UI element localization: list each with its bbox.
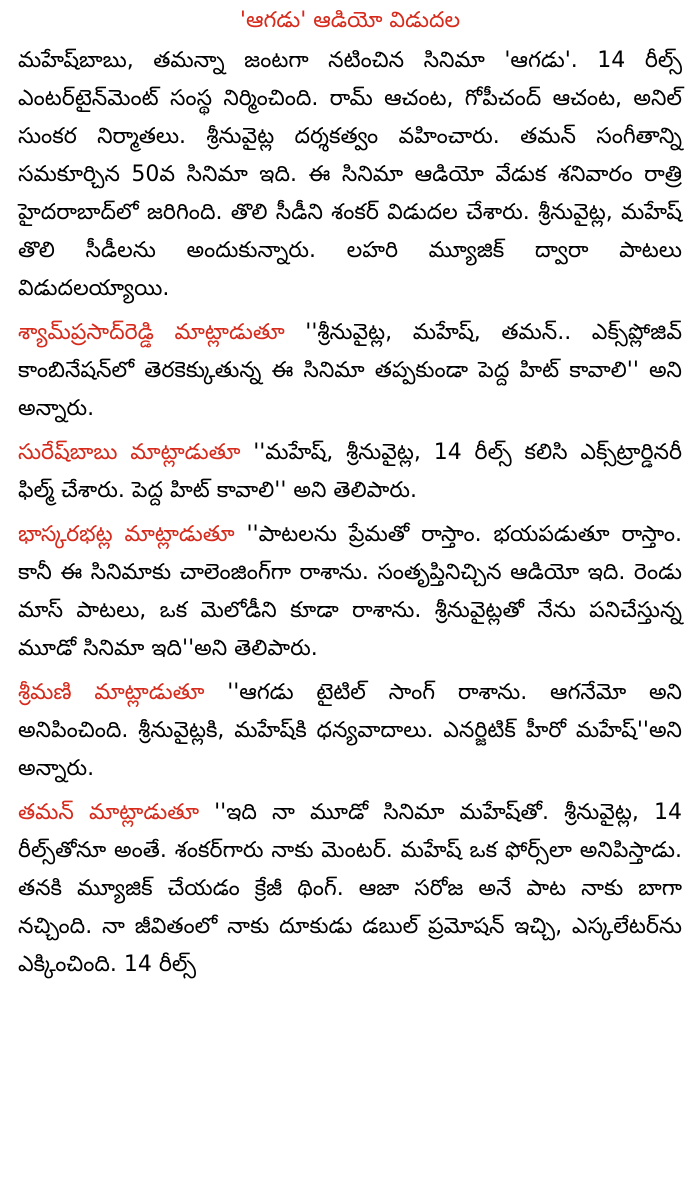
article-title: 'ఆగడు' ఆడియో విడుదల bbox=[239, 8, 461, 33]
quote-text: ''ఇది నా మూడో సినిమా మహేష్‌తో. శ్రీనువైట్ల, 14 రీల్స్‌తోనూ అంతే. శంకర్‌గారు నాకు మెంటర్. మహేష్ ఒక ఫోర్స్‌లా అనిపిస్తాడు. తనకి మ్యూజిక్ చేయడం క్రేజీ థింగ్. ఆజా సరోజ అనే పాట నాకు బాగా నచ్చింది. నా జీవితంలో నాకు దూకుడు డబుల్ ప్రమోషన్ ఇచ్చి, ఎస్కలేటర్‌ను ఎక్కించింది. 14 రీల్స్ bbox=[18, 800, 682, 977]
quote-paragraph bbox=[18, 794, 682, 984]
quote-paragraph bbox=[18, 314, 682, 428]
speaker-name: సురేష్‌బాబు మాట్లాడుతూ bbox=[18, 440, 241, 465]
quote-paragraph bbox=[18, 516, 682, 668]
intro-paragraph: మహేష్‌బాబు, తమన్నా జంటగా నటించిన సినిమా 'ఆగడు'. 14 రీల్స్ ఎంటర్‌టైన్‌మెంట్ సంస్థ నిర్మించింది. రామ్ ఆచంట, గోపీచంద్ ఆచంట, అనిల్ సుంకర నిర్మాతలు. శ్రీనువైట్ల దర్శకత్వం వహించారు. తమన్ సంగీతాన్ని సమకూర్చిన 50వ సినిమా ఇది. ఈ సినిమా ఆడియో వేడుక శనివారం రాత్రి హైదరాబాద్‌లో జరిగింది. తొలి సీడీని శంకర్ విడుదల చేశారు. శ్రీనువైట్ల, మహేష్ తొలి సీడీలను అందుకున్నారు. లహరి మ్యూజిక్ ద్వారా పాటలు విడుదలయ్యాయి. bbox=[18, 48, 682, 301]
speaker-name: శ్రీమణి మాట్లాడుతూ bbox=[18, 680, 205, 705]
quote-text: ''శ్రీనువైట్ల, మహేష్, తమన్.. ఎక్స్‌ప్లోజివ్ కాంబినేషన్‌లో తెరకెక్కుతున్న ఈ సినిమా తప్పకుండా పెద్ద హిట్ కావాలి'' అని అన్నారు. bbox=[18, 320, 682, 421]
quote-paragraph bbox=[18, 674, 682, 788]
quote-text: ''మహేష్, శ్రీనువైట్ల, 14 రీల్స్ కలిసి ఎక్స్‌ట్రార్డినరీ ఫిల్మ్ చేశారు. పెద్ద హిట్ కావాలి'' అని తెలిపారు. bbox=[18, 440, 682, 503]
speaker-name: భాస్కరభట్ల మాట్లాడుతూ bbox=[18, 522, 235, 547]
speaker-name: శ్యామ్‌ప్రసాద్‌రెడ్డి మాట్లాడుతూ bbox=[18, 320, 285, 345]
quote-paragraph bbox=[18, 434, 682, 510]
quote-text: ''పాటలను ప్రేమతో రాస్తాం. భయపడుతూ రాస్తాం. కానీ ఈ సినిమాకు చాలెంజింగ్‌గా రాశాను. సంతృప్తినిచ్చిన ఆడియో ఇది. రెండు మాస్ పాటలు, ఒక మెలోడీని కూడా రాశాను. శ్రీనువైట్లతో నేను పనిచేస్తున్న మూడో సినిమా ఇది''అని తెలిపారు. bbox=[18, 522, 683, 661]
quote-text: ''ఆగడు టైటిల్ సాంగ్ రాశాను. ఆగనేమో అని అనిపించింది. శ్రీనువైట్లకి, మహేష్‌కి ధన్యవాదాలు. ఎనర్జిటిక్ హీరో మహేష్''అని అన్నారు. bbox=[18, 680, 682, 781]
speaker-name: తమన్ మాట్లాడుతూ bbox=[18, 800, 200, 825]
